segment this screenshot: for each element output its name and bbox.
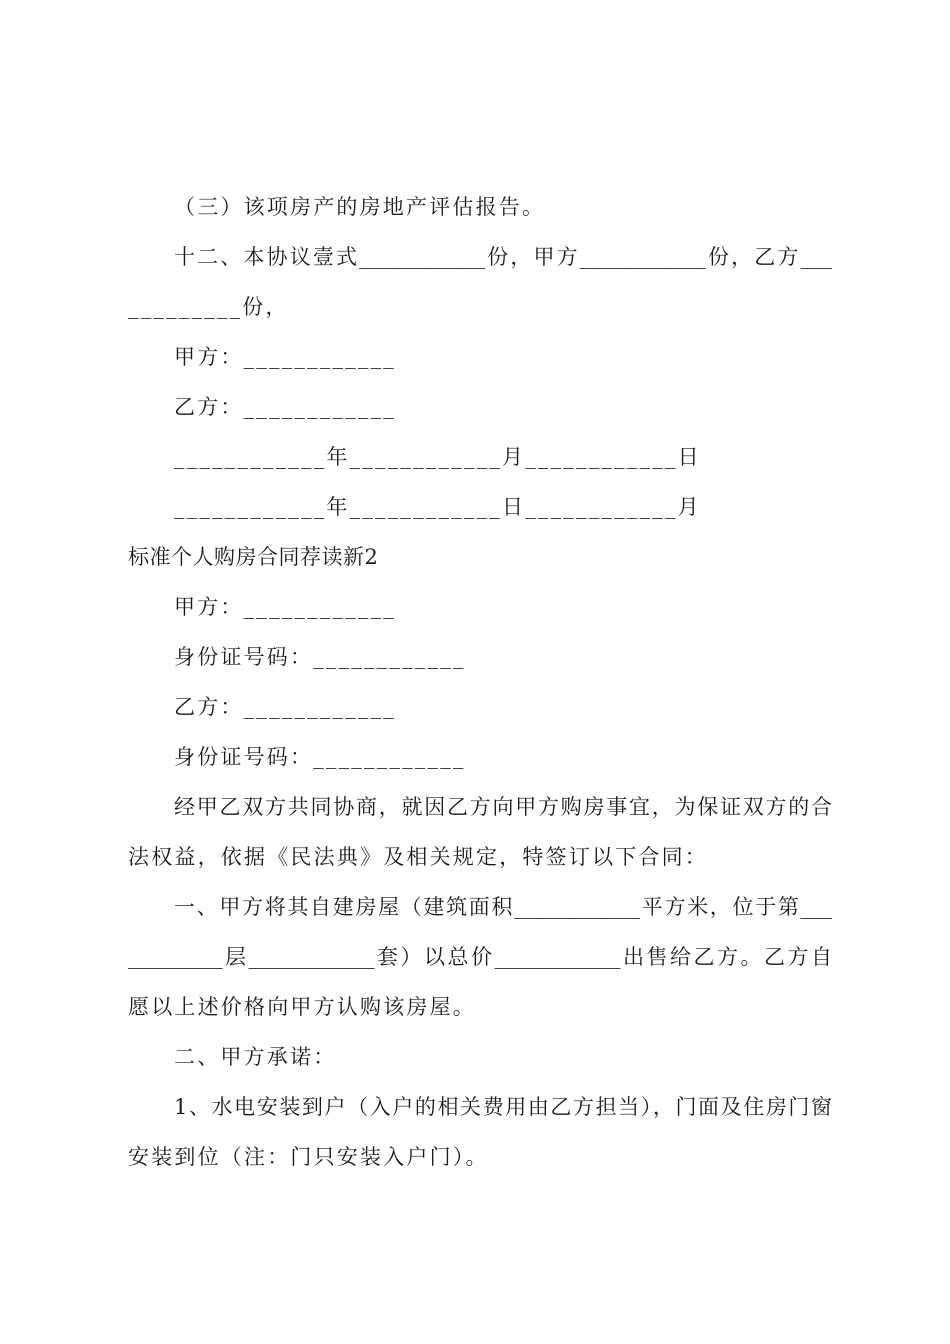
article-1-line-2: _________层____________套）以总价____________出售给乙方。乙方自 bbox=[128, 945, 832, 969]
clause-12-line-1: 十二、本协议壹式____________份，甲方____________份，乙方___ bbox=[174, 245, 832, 269]
article-2-item-1-line-2: 安装到位（注：门只安装入户门）。 bbox=[128, 1145, 489, 1169]
signing-date-1: ____________年____________月____________日 bbox=[174, 445, 701, 469]
party-b-field: 乙方：____________ bbox=[174, 695, 396, 719]
appendix-item-3: （三）该项房产的房地产评估报告。 bbox=[174, 195, 546, 219]
article-2-item-1-line-1: 1、水电安装到户（入户的相关费用由乙方担当），门面及住房门窗 bbox=[174, 1095, 832, 1119]
article-2-heading: 二、甲方承诺： bbox=[174, 1045, 337, 1069]
party-a-field: 甲方：____________ bbox=[174, 595, 396, 619]
article-1-line-1: 一、甲方将其自建房屋（建筑面积____________平方米，位于第___ bbox=[174, 895, 832, 919]
party-b-id-field: 身份证号码：____________ bbox=[174, 745, 466, 769]
section-title: 标准个人购房合同荐读新2 bbox=[128, 545, 379, 569]
article-1-line-3: 愿以上述价格向甲方认购该房屋。 bbox=[128, 995, 476, 1019]
clause-12-line-2: _________份， bbox=[128, 295, 289, 319]
preamble-line-1: 经甲乙双方共同协商，就因乙方向甲方购房事宜，为保证双方的合 bbox=[174, 795, 832, 819]
party-a-signature: 甲方：____________ bbox=[174, 345, 396, 369]
signing-date-2: ____________年____________日____________月 bbox=[174, 495, 701, 519]
party-b-signature: 乙方：____________ bbox=[174, 395, 396, 419]
preamble-line-2: 法权益，依据《民法典》及相关规定，特签订以下合同： bbox=[128, 845, 708, 869]
party-a-id-field: 身份证号码：____________ bbox=[174, 645, 466, 669]
